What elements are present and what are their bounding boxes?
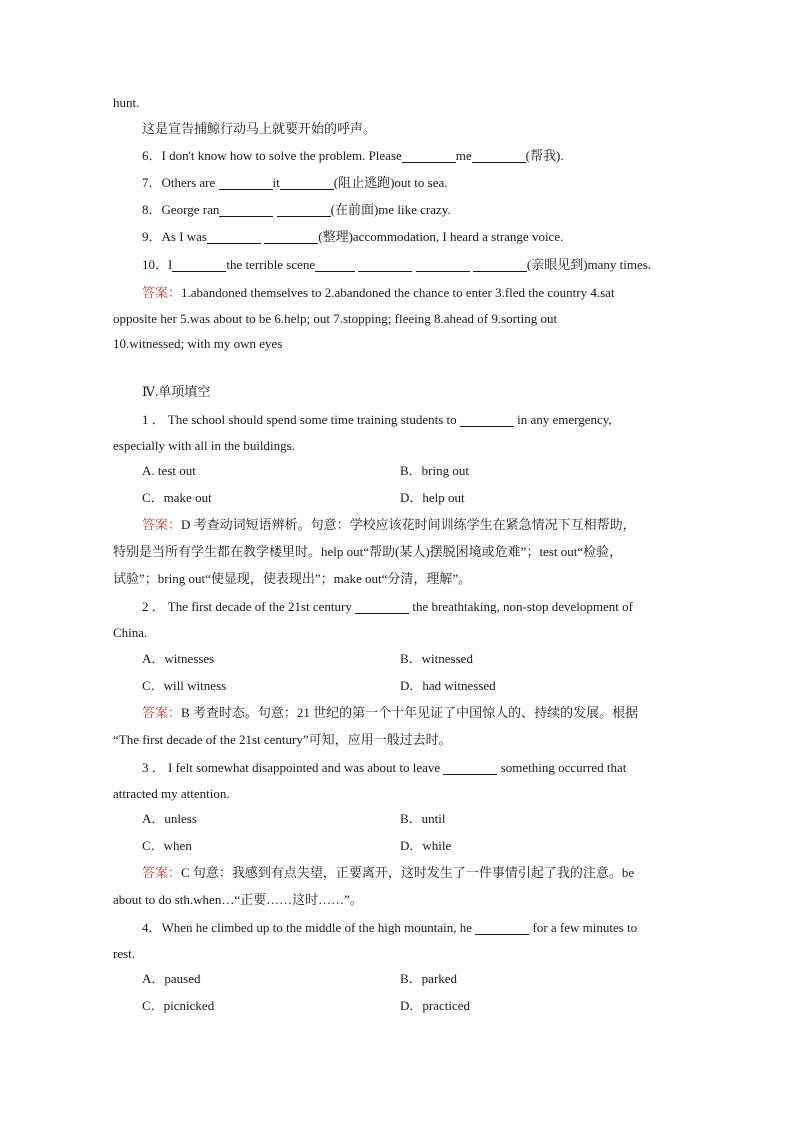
answer-blank[interactable] bbox=[355, 599, 409, 614]
item-text: it bbox=[272, 175, 280, 190]
question-4-line-1 bbox=[142, 917, 681, 939]
item-text: the terrible scene bbox=[226, 257, 316, 272]
answer-label: 答案： bbox=[142, 705, 182, 720]
question-2-explanation-2: “The first decade of the 21st century”可知，应用一般过去时。 bbox=[113, 732, 452, 747]
answer-key-line-2: opposite her 5.was about to be 6.help; out 7.stopping; fleeing 8.ahead of 9.sorting out bbox=[113, 311, 558, 326]
answer-blank[interactable] bbox=[280, 175, 334, 190]
option-d[interactable]: D．practiced bbox=[400, 998, 471, 1013]
question-1-line-2: especially with all in the buildings. bbox=[113, 438, 295, 453]
item-9 bbox=[142, 226, 681, 248]
question-text: something occurred that bbox=[500, 760, 627, 775]
question-text: 3 ． I felt somewhat disappointed and was about to leave bbox=[142, 760, 441, 775]
question-3-explanation-2: about to do sth.when…“正要……这时……”。 bbox=[113, 892, 363, 907]
answer-blank[interactable] bbox=[219, 202, 273, 217]
answer-blank[interactable] bbox=[416, 257, 470, 272]
question-2-answer bbox=[142, 702, 681, 724]
question-text: 1 ． The school should spend some time training students to bbox=[142, 412, 457, 427]
answer-blank[interactable] bbox=[207, 229, 261, 244]
question-text: the breathtaking, non-stop development of bbox=[412, 599, 633, 614]
answer-blank[interactable] bbox=[358, 257, 412, 272]
item-10 bbox=[142, 254, 681, 276]
question-3-answer bbox=[142, 862, 681, 884]
question-text: 4．When he climbed up to the middle of the high mountain, he bbox=[142, 920, 472, 935]
option-c[interactable]: C．picnicked bbox=[142, 998, 215, 1013]
item-text: 10．I bbox=[142, 257, 173, 272]
answer-blank[interactable] bbox=[315, 257, 355, 272]
answer-blank[interactable] bbox=[277, 202, 331, 217]
answer-blank[interactable] bbox=[475, 920, 529, 935]
item-text: (整理)accommodation, I heard a strange voice. bbox=[318, 229, 564, 244]
item-6 bbox=[142, 145, 681, 167]
answer-blank[interactable] bbox=[219, 175, 273, 190]
question-3-line-1 bbox=[142, 757, 681, 779]
answer-blank[interactable] bbox=[402, 148, 456, 163]
answer-key-line-1 bbox=[142, 282, 681, 304]
item-text: 6．I don't know how to solve the problem. Please bbox=[142, 148, 402, 163]
question-1-explanation-2: 特别是当所有学生都在教学楼里时。help out“帮助(某人)摆脱困境或危难”；test out“检验， bbox=[113, 544, 623, 559]
question-1-line-1 bbox=[142, 409, 681, 431]
item-text: me bbox=[455, 148, 472, 163]
answer-label: 答案： bbox=[142, 285, 182, 300]
option-b[interactable]: B．bring out bbox=[400, 463, 469, 478]
question-2-line-2: China. bbox=[113, 625, 148, 640]
question-text: for a few minutes to bbox=[532, 920, 638, 935]
option-b[interactable]: B．until bbox=[400, 811, 446, 826]
option-a[interactable]: A. test out bbox=[142, 463, 196, 478]
answer-key-line-3: 10.witnessed; with my own eyes bbox=[113, 336, 283, 351]
answer-blank[interactable] bbox=[460, 412, 514, 427]
question-1-answer bbox=[142, 514, 681, 536]
option-d[interactable]: D．while bbox=[400, 838, 452, 853]
option-c[interactable]: C．make out bbox=[142, 490, 212, 505]
option-a[interactable]: A．unless bbox=[142, 811, 197, 826]
hunt-translation: 这是宣告捕鲸行动马上就要开始的呼声。 bbox=[142, 121, 377, 136]
item-7 bbox=[142, 172, 681, 194]
answer-blank[interactable] bbox=[264, 229, 318, 244]
option-a[interactable]: A．paused bbox=[142, 971, 201, 986]
item-text: (帮我). bbox=[525, 148, 564, 163]
question-1-explanation-3: 试验”；bring out“使显现，使表现出”；make out“分清，理解”。 bbox=[113, 571, 472, 586]
answer-label: 答案： bbox=[142, 865, 182, 880]
item-text: (在前面)me like crazy. bbox=[330, 202, 451, 217]
option-c[interactable]: C．when bbox=[142, 838, 192, 853]
option-d[interactable]: D．had witnessed bbox=[400, 678, 496, 693]
answer-label: 答案： bbox=[142, 517, 182, 532]
item-text: 7．Others are bbox=[142, 175, 219, 190]
option-c[interactable]: C．will witness bbox=[142, 678, 227, 693]
answer-text: B 考查时态。句意：21 世纪的第一个十年见证了中国惊人的、持续的发展。根据 bbox=[181, 705, 639, 720]
item-text: 8．George ran bbox=[142, 202, 220, 217]
answer-blank[interactable] bbox=[443, 760, 497, 775]
answer-text: 1.abandoned themselves to 2.abandoned the chance to enter 3.fled the country 4.sat bbox=[181, 285, 615, 300]
item-text: 9．As I was bbox=[142, 229, 207, 244]
question-text: 2 ． The first decade of the 21st century bbox=[142, 599, 352, 614]
option-b[interactable]: B．witnessed bbox=[400, 651, 473, 666]
option-d[interactable]: D．help out bbox=[400, 490, 465, 505]
question-text: in any emergency, bbox=[517, 412, 612, 427]
item-8 bbox=[142, 199, 681, 221]
item-text: (亲眼见到)many times. bbox=[526, 257, 652, 272]
answer-blank[interactable] bbox=[172, 257, 226, 272]
answer-blank[interactable] bbox=[472, 148, 526, 163]
question-3-line-2: attracted my attention. bbox=[113, 786, 230, 801]
answer-text: C 句意：我感到有点失望，正要离开，这时发生了一件事情引起了我的注意。be bbox=[181, 865, 635, 880]
section-heading: Ⅳ.单项填空 bbox=[142, 384, 211, 399]
item-text: (阻止逃跑)out to sea. bbox=[333, 175, 448, 190]
question-2-line-1 bbox=[142, 596, 681, 618]
option-b[interactable]: B．parked bbox=[400, 971, 458, 986]
answer-text: D 考查动词短语辨析。句意：学校应该花时间训练学生在紧急情况下互相帮助， bbox=[181, 517, 636, 532]
question-4-line-2: rest. bbox=[113, 946, 136, 961]
hunt-line: hunt. bbox=[113, 95, 140, 110]
option-a[interactable]: A．witnesses bbox=[142, 651, 215, 666]
answer-blank[interactable] bbox=[473, 257, 527, 272]
